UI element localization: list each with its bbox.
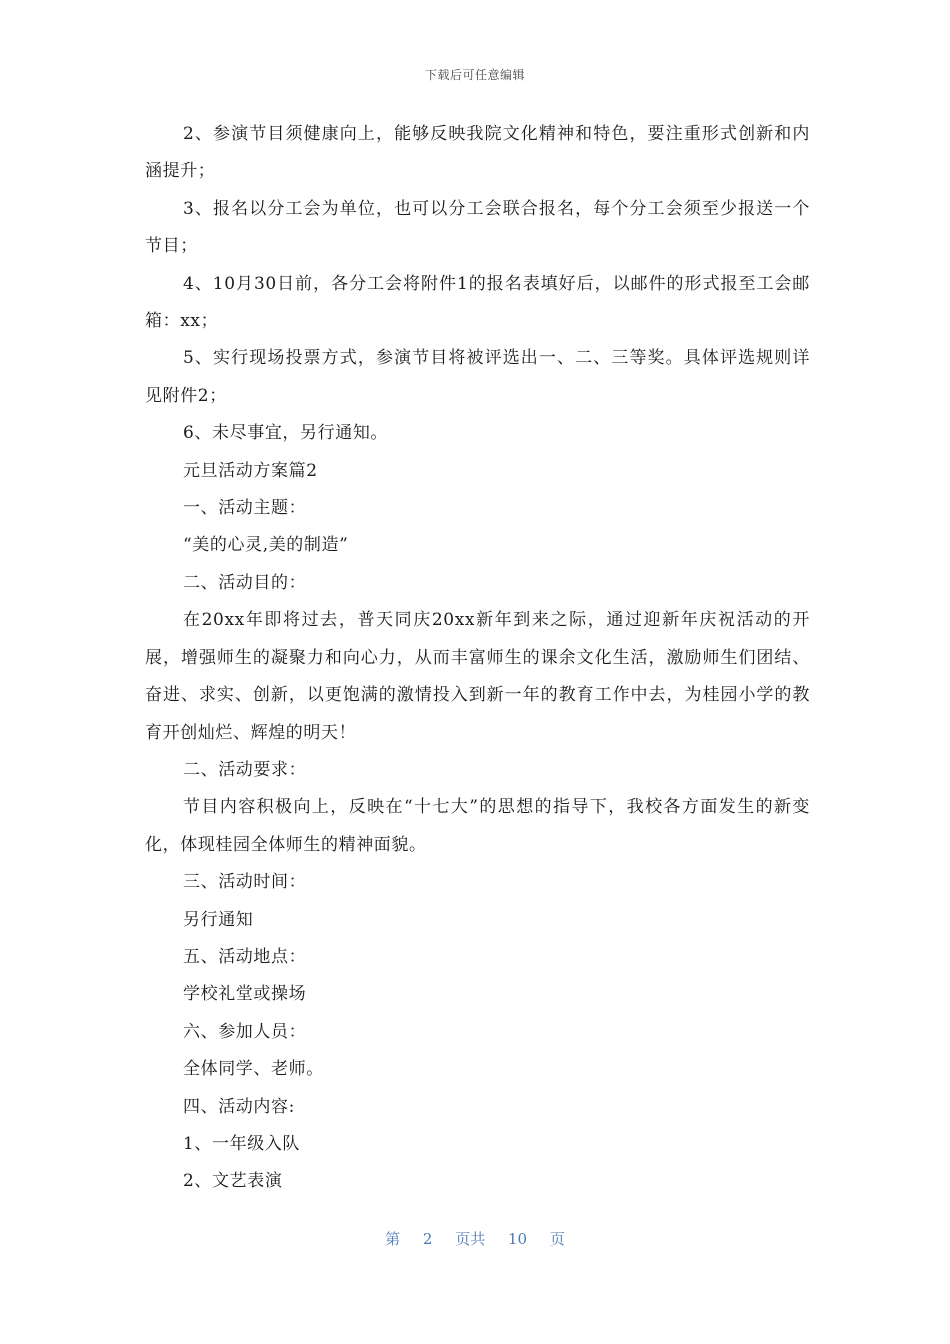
page-footer — [0, 1228, 950, 1249]
requirements-text: 节目内容积极向上，反映在“十七大”的思想的指导下，我校各方面发生的新变化，体现桂园全体师生的精神面貌。 — [145, 797, 810, 855]
paragraph-rule-5: 5、实行现场投票方式，参演节目将被评选出一、二、三等奖。具体评选规则详见附件2； — [145, 348, 810, 406]
heading-location: 五、活动地点： — [183, 946, 307, 967]
footer-current-page: 2 — [422, 1230, 433, 1248]
heading-participants: 六、参加人员： — [183, 1021, 307, 1042]
theme-text: “美的心灵,美的制造” — [183, 535, 349, 556]
section-title: 元旦活动方案篇2 — [183, 460, 318, 481]
document-body — [145, 116, 810, 1201]
footer-middle: 页共 — [455, 1230, 486, 1248]
paragraph-rule-2: 2、参演节目须健康向上，能够反映我院文化精神和特色，要注重形式创新和内涵提升； — [145, 124, 810, 182]
heading-requirements: 二、活动要求： — [183, 759, 307, 780]
heading-purpose: 二、活动目的： — [183, 572, 307, 593]
heading-theme: 一、活动主题： — [183, 498, 307, 519]
paragraph-rule-4: 4、10月30日前，各分工会将附件1的报名表填好后，以邮件的形式报至工会邮箱：xx； — [145, 273, 810, 332]
participants-text: 全体同学、老师。 — [183, 1059, 324, 1080]
footer-total-pages: 10 — [508, 1230, 528, 1248]
footer-prefix: 第 — [385, 1230, 401, 1248]
footer-suffix: 页 — [549, 1230, 565, 1248]
paragraph-rule-3: 3、报名以分工会为单位，也可以分工会联合报名，每个分工会须至少报送一个节目； — [145, 198, 810, 257]
content-item-2: 2、文艺表演 — [183, 1171, 283, 1192]
content-item-1: 1、一年级入队 — [183, 1133, 301, 1154]
page-header: 下载后可任意编辑 — [424, 68, 525, 82]
time-text: 另行通知 — [183, 909, 254, 930]
paragraph-rule-6: 6、未尽事宜，另行通知。 — [183, 423, 389, 444]
location-text: 学校礼堂或操场 — [183, 984, 307, 1005]
heading-time: 三、活动时间： — [183, 872, 307, 893]
heading-content: 四、活动内容: — [183, 1096, 295, 1117]
purpose-text: 在20xx年即将过去，普天同庆20xx新年到来之际，通过迎新年庆祝活动的开展，增强师生的凝聚力和向心力，从而丰富师生的课余文化生活，激励师生们团结、奋进、求实、创新，以更饱满的激情投入到新一年的教育工作中去，为桂园小学的教育开创灿烂、辉煌的明天！ — [145, 610, 810, 743]
